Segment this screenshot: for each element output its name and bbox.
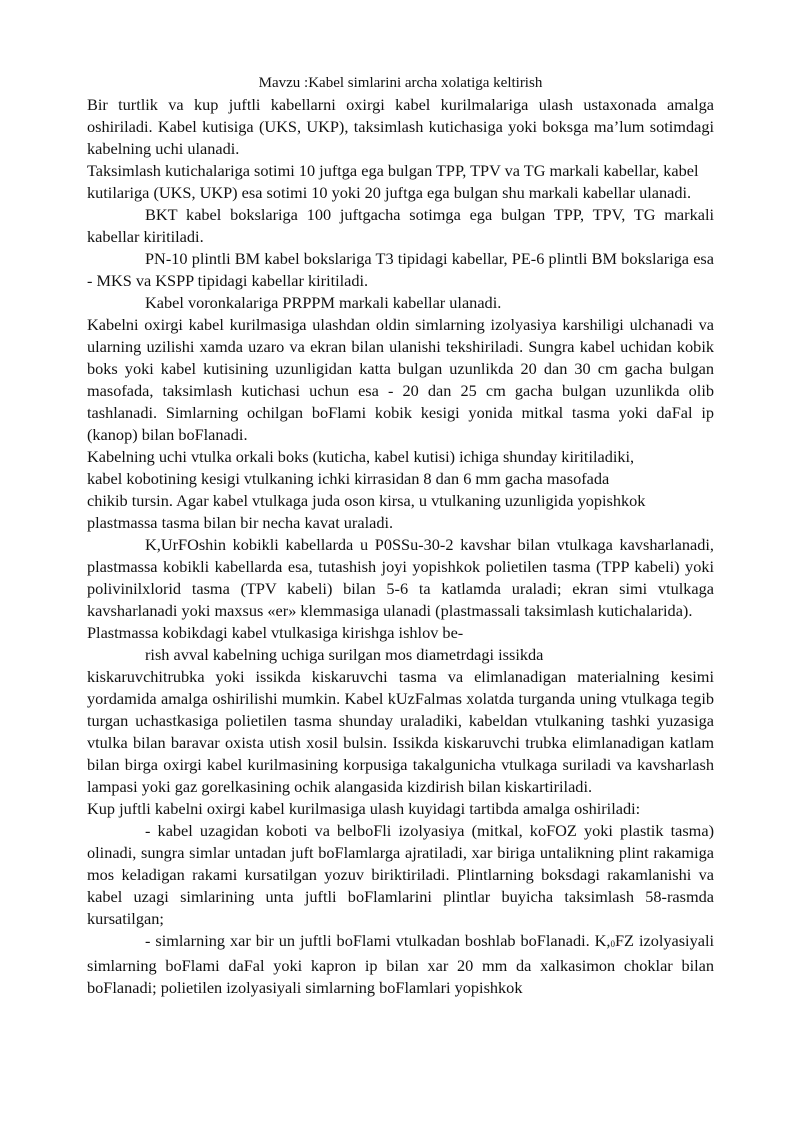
list-item-1: - kabel uzagidan koboti va belboFli izolyasiya (mitkal, koFOZ yoki plastik tasma) olinadi, sungra simlar untadan juft boFlamlarga ajratiladi, xar biriga untalikning plint rakamiga mos keladigan rakami kursatilgan yozuv biriktiriladi. Plintlarning boksdagi rakamlanishi va kabel uzagi simlarining unta juftli boFlamlarini plintlar buyicha taksimlash 58-rasmda kursatilgan; (87, 821, 714, 928)
list-item-2-text-c: Z izolyasiyali simlarning boFlami daFal yoki kapron ip bilan xar 20 mm da xalkasimon choklar bilan boFlanadi; polietilen izolyasiyali simlarning boFlamlari yopishkok (87, 931, 714, 997)
paragraph-plastmassa-2: rish avval kabelning uchiga surilgan mos diametrdagi issikda (145, 645, 544, 664)
document-page (87, 72, 714, 999)
list-item-2 (87, 930, 714, 999)
paragraph-voronka: Kabel voronkalariga PRPPM markali kabellar ulanadi. (145, 293, 502, 312)
paragraph-kavshar: K,UrFOshin kobikli kabellarda u P0SSu-30-2 kavshar bilan vtulkaga kavsharlanadi, plastmassa kobikli kabellarda esa, tutashish joyi yopishkok polietilen tasma (TPP kabeli) yoki polivinilxlorid tasma (TPV kabeli) bilan 5-6 ta katlamda uraladi; ekran simi vtulkaga kavsharlanadi yoki maxsus «er» klemmasiga ulanadi (plastmassali taksimlash kutichalarida). (87, 535, 714, 620)
subscript-1: 0 (610, 939, 615, 949)
paragraph-tartib: Kup juftli kabelni oxirgi kabel kurilmasiga ulash kuyidagi tartibda amalga oshiriladi: (87, 799, 641, 818)
paragraph-plastmassa-1: Plastmassa kobikdagi kabel vtulkasiga kirishga ishlov be- (87, 623, 464, 642)
paragraph-vtulka: Kabelning uchi vtulka orkali boks (kuticha, kabel kutisi) ichiga shunday kiritiladiki, kabel kobotining kesigi vtulkaning ichki kirrasidan 8 dan 6 mm gacha masofada chikib tursin. Agar kabel vtulkaga juda oson kirsa, u vtulkaning uzunligida yopishkok plastmassa tasma bilan bir necha kavat uraladi. (87, 447, 646, 532)
list-item-2-text-b: F (614, 931, 625, 950)
paragraph-izolyasiya: Kabelni oxirgi kabel kurilmasiga ulashdan oldin simlarning izolyasiya karshiligi ulchanadi va ularning uzilishi xamda uzaro va ekran bilan ulanishi tekshiriladi. Sungra kabel uchidan kobik boks yoki kabel kutisining uzunligidan katta bulgan uzunlikda 20 dan 30 cm gacha bulgan masofada, taksimlash kutichasi uchun esa - 20 dan 25 cm gacha bulgan uzunlikda olib tashlanadi. Simlarning ochilgan boFlami kobik kesigi yonida mitkal tasma yoki daFal ip (kanop) bilan boFlanadi. (87, 315, 714, 444)
document-title: Mavzu :Kabel simlarini archa xolatiga keltirish (258, 75, 543, 91)
paragraph-taksimlash: Taksimlash kutichalariga sotimi 10 juftga ega bulgan TPP, TPV va TG markali kabellar, kabel kutilariga (UKS, UKP) esa sotimi 10 yoki 20 juftga ega bulgan shu markali kabellar ulanadi. (87, 161, 699, 202)
list-item-2-text-a: - simlarning xar bir un juftli boFlami vtulkadan boshlab boFlanadi. K, (145, 931, 611, 950)
paragraph-bkt: BKT kabel bokslariga 100 juftgacha sotimga ega bulgan TPP, TPV, TG markali kabellar kiritiladi. (87, 205, 714, 246)
paragraph-intro: Bir turtlik va kup juftli kabellarni oxirgi kabel kurilmalariga ulash ustaxonada amalga oshiriladi. Kabel kutisiga (UKS, UKP), taksimlash kutichasiga yoki boksga ma’lum sotimdagi kabelning uchi ulanadi. (87, 95, 714, 158)
paragraph-trubka: kiskaruvchitrubka yoki issikda kiskaruvchi tasma va elimlanadigan materialning kesimi yordamida amalga oshirilishi mumkin. Kabel kUzFalmas xolatda turganda uning vtulkaga tegib turgan uchastkasiga polietilen tasma shunday uraladiki, kabeldan vtulkaning tashki yuzasiga vtulka bilan baravar oxista utish xosil bulsin. Issikda kiskaruvchi trubka elimlanadigan katlam bilan birga oxirgi kabel kurilmasining korpusiga takalgunicha vtulkaga suriladi va kavsharlash lampasi yoki gaz gorelkasining ochik alangasida kizdirish bilan kiskartiriladi. (87, 667, 714, 796)
paragraph-pn10: PN-10 plintli BM kabel bokslariga T3 tipidagi kabellar, PE-6 plintli BM bokslariga esa - MKS va KSPP tipidagi kabellar kiritiladi. (87, 249, 714, 290)
